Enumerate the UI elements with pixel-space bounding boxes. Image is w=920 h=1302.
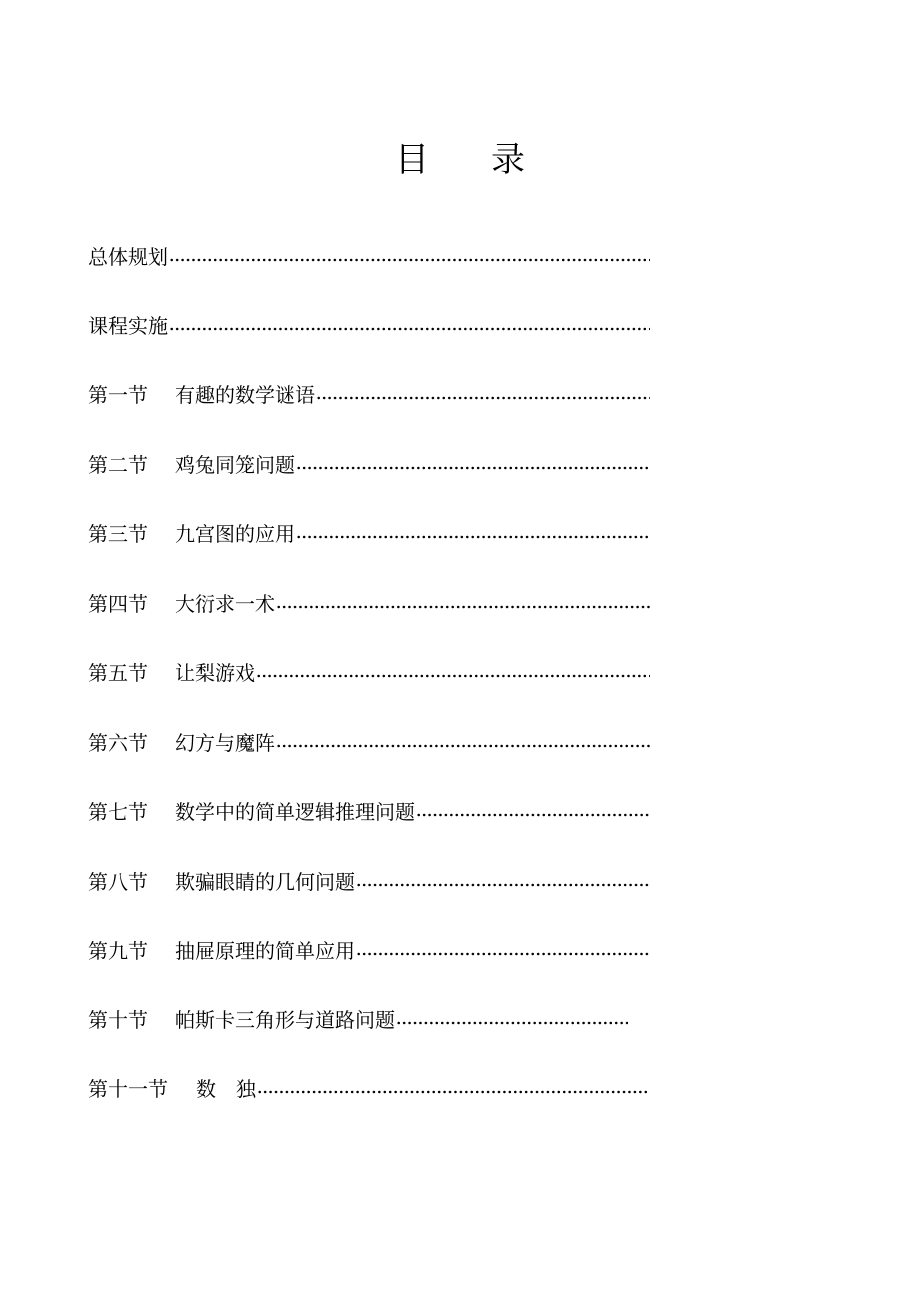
dot-leader bbox=[257, 1089, 650, 1095]
toc-entry-section-7[interactable] bbox=[88, 798, 650, 826]
toc-entry-section-2[interactable] bbox=[88, 451, 650, 479]
toc-section-number: 第六节 bbox=[88, 731, 148, 755]
dot-leader bbox=[396, 1020, 628, 1026]
toc-entry-title: 鸡兔同笼问题 bbox=[175, 453, 295, 477]
toc-section-number: 第十一节 bbox=[88, 1077, 168, 1101]
dot-leader bbox=[316, 395, 650, 401]
toc-entry-section-3[interactable] bbox=[88, 520, 650, 548]
toc-entry-section-10[interactable] bbox=[88, 1006, 628, 1034]
toc-entry-overall-plan[interactable] bbox=[88, 243, 650, 271]
toc-entry-title: 总体规划 bbox=[88, 245, 168, 269]
dot-leader bbox=[169, 326, 650, 332]
toc-entry-title: 幻方与魔阵 bbox=[175, 731, 275, 755]
toc-entry-section-9[interactable] bbox=[88, 937, 650, 965]
toc-section-number: 第二节 bbox=[88, 453, 148, 477]
toc-entry-course-implementation[interactable] bbox=[88, 312, 650, 340]
toc-entry-section-8[interactable] bbox=[88, 868, 650, 896]
toc-entry-title: 课程实施 bbox=[88, 314, 168, 338]
toc-entry-title: 让梨游戏 bbox=[175, 661, 255, 685]
dot-leader bbox=[276, 604, 650, 610]
toc-section-number: 第九节 bbox=[88, 939, 148, 963]
dot-leader bbox=[416, 812, 650, 818]
toc-entry-section-11[interactable] bbox=[88, 1075, 650, 1103]
dot-leader bbox=[296, 465, 650, 471]
toc-section-number: 第七节 bbox=[88, 800, 148, 824]
toc-entry-section-6[interactable] bbox=[88, 729, 650, 757]
toc-entry-title: 数学中的简单逻辑推理问题 bbox=[175, 800, 415, 824]
toc-section-number: 第一节 bbox=[88, 383, 148, 407]
toc-section-number: 第五节 bbox=[88, 661, 148, 685]
toc-entry-title: 九宫图的应用 bbox=[175, 522, 295, 546]
title-part-1: 目 bbox=[395, 140, 429, 180]
dot-leader bbox=[276, 743, 650, 749]
toc-entry-title: 抽屉原理的简单应用 bbox=[175, 939, 355, 963]
title-part-2: 录 bbox=[491, 140, 525, 180]
toc-entry-title: 帕斯卡三角形与道路问题 bbox=[175, 1008, 395, 1032]
toc-section-number: 第十节 bbox=[88, 1008, 148, 1032]
toc-section-number: 第四节 bbox=[88, 592, 148, 616]
toc-entry-title: 数 独 bbox=[196, 1077, 256, 1101]
toc-section-number: 第八节 bbox=[88, 870, 148, 894]
dot-leader bbox=[356, 951, 650, 957]
dot-leader bbox=[169, 257, 650, 263]
dot-leader bbox=[296, 534, 650, 540]
dot-leader bbox=[256, 673, 650, 679]
dot-leader bbox=[356, 882, 650, 888]
toc-entry-section-5[interactable] bbox=[88, 659, 650, 687]
toc-entry-section-4[interactable] bbox=[88, 590, 650, 618]
toc-entry-title: 大衍求一术 bbox=[175, 592, 275, 616]
toc-entry-title: 欺骗眼睛的几何问题 bbox=[175, 870, 355, 894]
toc-entry-title: 有趣的数学谜语 bbox=[175, 383, 315, 407]
toc-section-number: 第三节 bbox=[88, 522, 148, 546]
toc-entry-section-1[interactable] bbox=[88, 381, 650, 409]
